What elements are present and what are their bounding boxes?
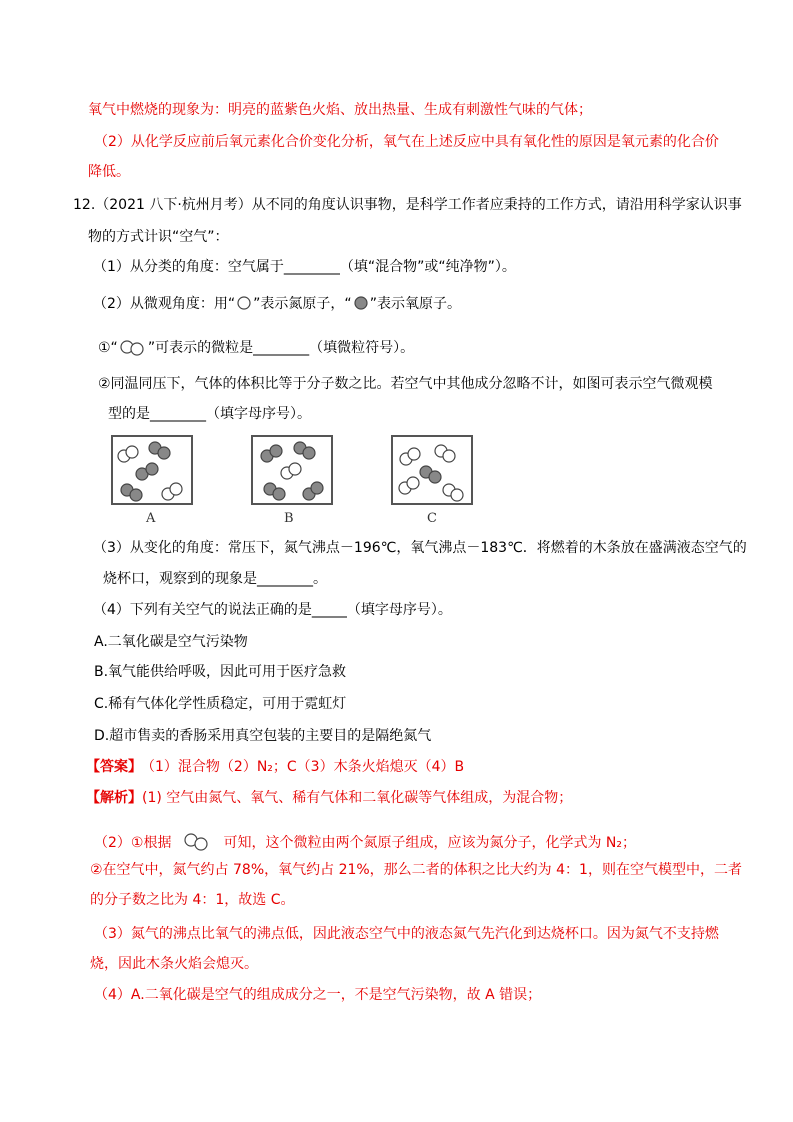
question-part-4: （4）下列有关空气的说法正确的是_____（填字母序号）。 [93, 602, 452, 618]
molecule-diagram [393, 437, 471, 503]
text-fragment: （2）从微观角度：用“ [93, 296, 236, 312]
text-line: 型的是________（填字母序号）。 [108, 406, 311, 422]
text-line: （2）从化学反应前后氧元素化合价变化分析，氧气在上述反应中具有氧化性的原因是氧元素的化合价 [94, 134, 719, 150]
analysis-line [86, 788, 572, 808]
analysis-line: ②在空气中，氮气约占 78%，氧气约占 21%，那么二者的体积之比大约为 4：1，则在空气模型中，二者 [90, 862, 742, 878]
model-box-a [111, 435, 193, 505]
molecule-diagram [253, 437, 331, 503]
text-fragment: 可知，这个微粒由两个氮原子组成，应该为氮分子，化学式为 N₂； [223, 835, 637, 851]
answer-text: （1）混合物（2）N₂；C（3）木条火焰熄灭（4）B [148, 759, 465, 775]
oxygen-atom-icon [352, 295, 370, 313]
text-fragment: （2）①根据 [94, 835, 172, 851]
option-d: D.超市售卖的香肠采用真空包装的主要目的是隔绝氮气 [94, 728, 432, 744]
nitrogen-atom-icon [235, 295, 253, 313]
question-12-header: 12.（2021 八下·杭州月考）从不同的角度认识事物，是科学工作者应秉持的工作方式，请沿用科学家认识事 [73, 197, 742, 213]
model-label-c: C [427, 511, 437, 526]
analysis-line: 的分子数之比为 4：1，故选 C。 [90, 892, 295, 908]
analysis-tag: 【解析】 [86, 790, 142, 806]
analysis-line: 烧，因此木条火焰会熄灭。 [90, 956, 258, 972]
question-part-2 [93, 294, 461, 314]
text-line: 烧杯口，观察到的现象是________。 [103, 571, 327, 587]
analysis-line: （3）氮气的沸点比氧气的沸点低，因此液态空气中的液态氮气先汽化到达烧杯口。因为氮气不支持燃 [94, 926, 719, 942]
text-fragment: ①“ [98, 340, 118, 356]
text-line: 氧气中燃烧的现象为：明亮的蓝紫色火焰、放出热量、生成有刺激性气味的气体； [88, 102, 592, 118]
nitrogen-molecule-icon [177, 832, 217, 854]
text-fragment: ”表示氮原子，“ [253, 296, 352, 312]
option-c: C.稀有气体化学性质稳定，可用于霓虹灯 [94, 696, 347, 712]
analysis-line [94, 832, 636, 854]
model-box-b [251, 435, 333, 505]
model-label-b: B [284, 511, 294, 526]
option-a: A.二氧化碳是空气污染物 [94, 634, 248, 650]
question-part-3: （3）从变化的角度：常压下，氮气沸点－196℃，氧气沸点－183℃．将燃着的木条放在盛满液态空气的 [93, 540, 747, 556]
text-line: 降低。 [88, 164, 130, 180]
nitrogen-molecule-icon [118, 339, 148, 357]
model-label-a: A [146, 511, 156, 526]
sub-question-2: ②同温同压下，气体的体积比等于分子数之比。若空气中其他成分忽略不计，如图可表示空气微观模 [98, 376, 713, 392]
answer-tag: 【答案】 [86, 759, 142, 775]
text-fragment: ”表示氧原子。 [369, 296, 461, 312]
sub-question-1 [98, 338, 414, 358]
molecule-diagram [113, 437, 191, 503]
model-box-c [391, 435, 473, 505]
question-part-1: （1）从分类的角度：空气属于________（填“混合物”或“纯净物”）。 [93, 259, 516, 275]
text-fragment: ”可表示的微粒是________（填微粒符号）。 [147, 340, 415, 356]
text-line: 物的方式计识“空气”： [88, 229, 229, 245]
answer-line [86, 757, 464, 777]
option-b: B.氧气能供给呼吸，因此可用于医疗急救 [94, 664, 347, 680]
analysis-line: （4）A.二氧化碳是空气的组成成分之一，不是空气污染物，故 A 错误； [94, 987, 542, 1003]
analysis-text: (1) 空气由氮气、氧气、稀有气体和二氧化碳等气体组成，为混合物； [142, 790, 573, 806]
